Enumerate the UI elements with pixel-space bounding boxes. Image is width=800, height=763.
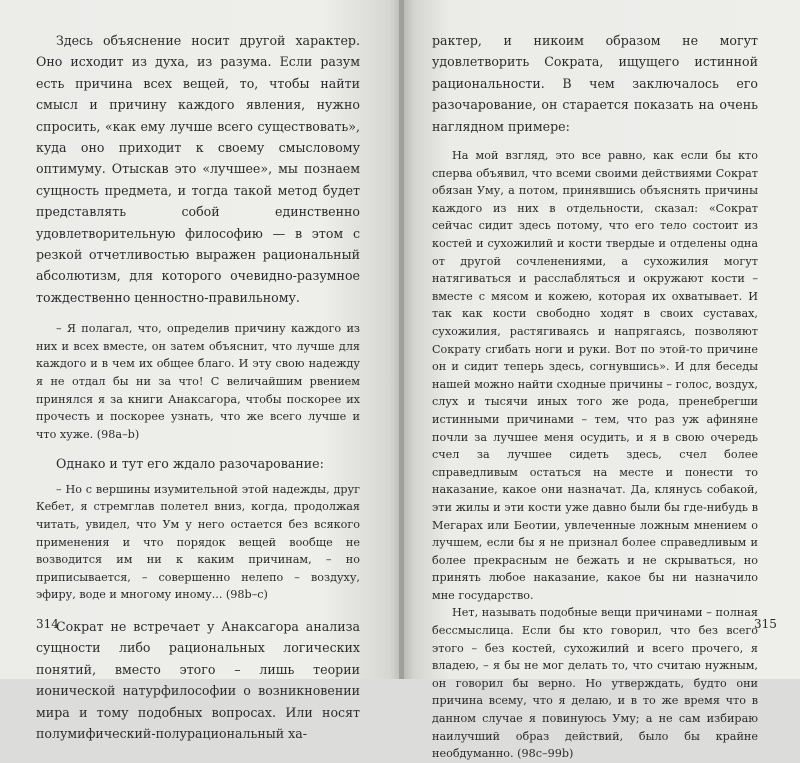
right-page <box>402 0 800 761</box>
left-page-text <box>36 30 360 744</box>
left-paragraph-3: Сократ не встречает у Анаксагора анализа сущности либо рациональных логических понятий, вместо этого – лишь теории ионической натурфилософии о возникновении мира и тому подобных вопросах. Или носят полумифический-полурациональный ха- <box>36 619 360 742</box>
left-quote-1: – Я полагал, что, определив причину каждого из них и всех вместе, он затем объяснит, что лучше для каждого и в чем их общее благо. И эту свою надежду я не отдал бы ни за что! С величайшим рвением принялся я за книги Анаксагора, чтобы поскорее их прочесть и поскорее узнать, что же всего лучше и что хуже. (98a–b) <box>36 322 360 441</box>
right-page-text <box>432 30 758 763</box>
right-quote-2: Нет, называть подобные вещи причинами – полная бессмыслица. Если бы кто говорил, что без всего этого – без костей, сухожилий и всего прочего, я владею, – я бы не мог делать то, что считаю нужным, он говорил бы верно. Но утверждать, будто они причина всему, что я делаю, и в то же время что в данном случае я повинуюсь Уму; а не сам избираю наилучший образ действий, было бы крайне необдуманно. (98c–99b) <box>432 606 758 761</box>
right-paragraph-1: рактер, и никоим образом не могут удовлетворить Сократа, ищущего истинной рациональности. В чем заключалось его разочарование, он старается показать на очень наглядном примере: <box>432 33 758 134</box>
left-quote-2: – Но с вершины изумительной этой надежды, друг Кебет, я стремглав полетел вниз, когда, продолжая читать, увидел, что Ум у него остается без всякого применения и что порядок вещей вообще не возводится им ни к каким причинам, – но приписывается, – совершенно нелепо – воздуху, эфиру, воде и многому иному... (98b–c) <box>36 482 360 602</box>
right-quote-1: На мой взгляд, это все равно, как если бы кто сперва объявил, что всеми своими действиями Сократ обязан Уму, а потом, принявшись объяснять причины каждого из них в отдельности, сказал: «Сократ сейчас сидит здесь потому, что его тело состоит из костей и сухожилий и кости твердые и отделены одна от другой сочленениями, а сухожилия могут натягиваться и расслабляться и окружают кости – вместе с мясом и кожею, которая их охватывает. И так как кости свободно ходят в своих суставах, сухожилия, растягиваясь и напрягаясь, позволяют Сократу сгибать ноги и руки. Вот по этой-то причине он и сидит теперь здесь, согнувшись». И для беседы нашей можно найти сходные причины – голос, воздух, слух и тысячи иных того же рода, пренебрегши истинными причинами – тем, что раз уж афиняне почли за лучшее меня осудить, и я в свою очередь счел за лучшее сидеть здесь, счел более справедливым остаться на месте и понести то наказание, какое они назначат. Да, клянусь собакой, эти жилы и эти кости уже давно были бы где-нибудь в Мегарах или Беотии, увлеченные ложным мнением о лучшем, если бы я не признал более справедливым и более прекрасным не бежать и не скрываться, но принять любое наказание, какое бы ни назначило мне государство. <box>432 149 758 602</box>
page-number-left: 314 <box>36 617 59 631</box>
left-paragraph-1: Здесь объяснение носит другой характер. Оно исходит из духа, из разума. Если разум есть причина всех вещей, то, чтобы найти смысл и причину каждого явления, нужно спросить, «как ему лучше всего существовать», куда оно приходит к своему смысловому оптимуму. Отыскав это «лучшее», мы познаем сущность предмета, и тогда такой метод будет представлять собой единственно удовлетворительную философию — в этом с резкой отчетливостью выражен рациональный абсолютизм, для которого очевидно-разумное тождественно ценностно-правильному. <box>36 33 360 305</box>
left-paragraph-2: Однако и тут его ждало разочарование: <box>56 456 324 472</box>
page-number-right: 315 <box>754 617 777 631</box>
left-page <box>0 0 402 742</box>
book-gutter <box>399 0 404 679</box>
